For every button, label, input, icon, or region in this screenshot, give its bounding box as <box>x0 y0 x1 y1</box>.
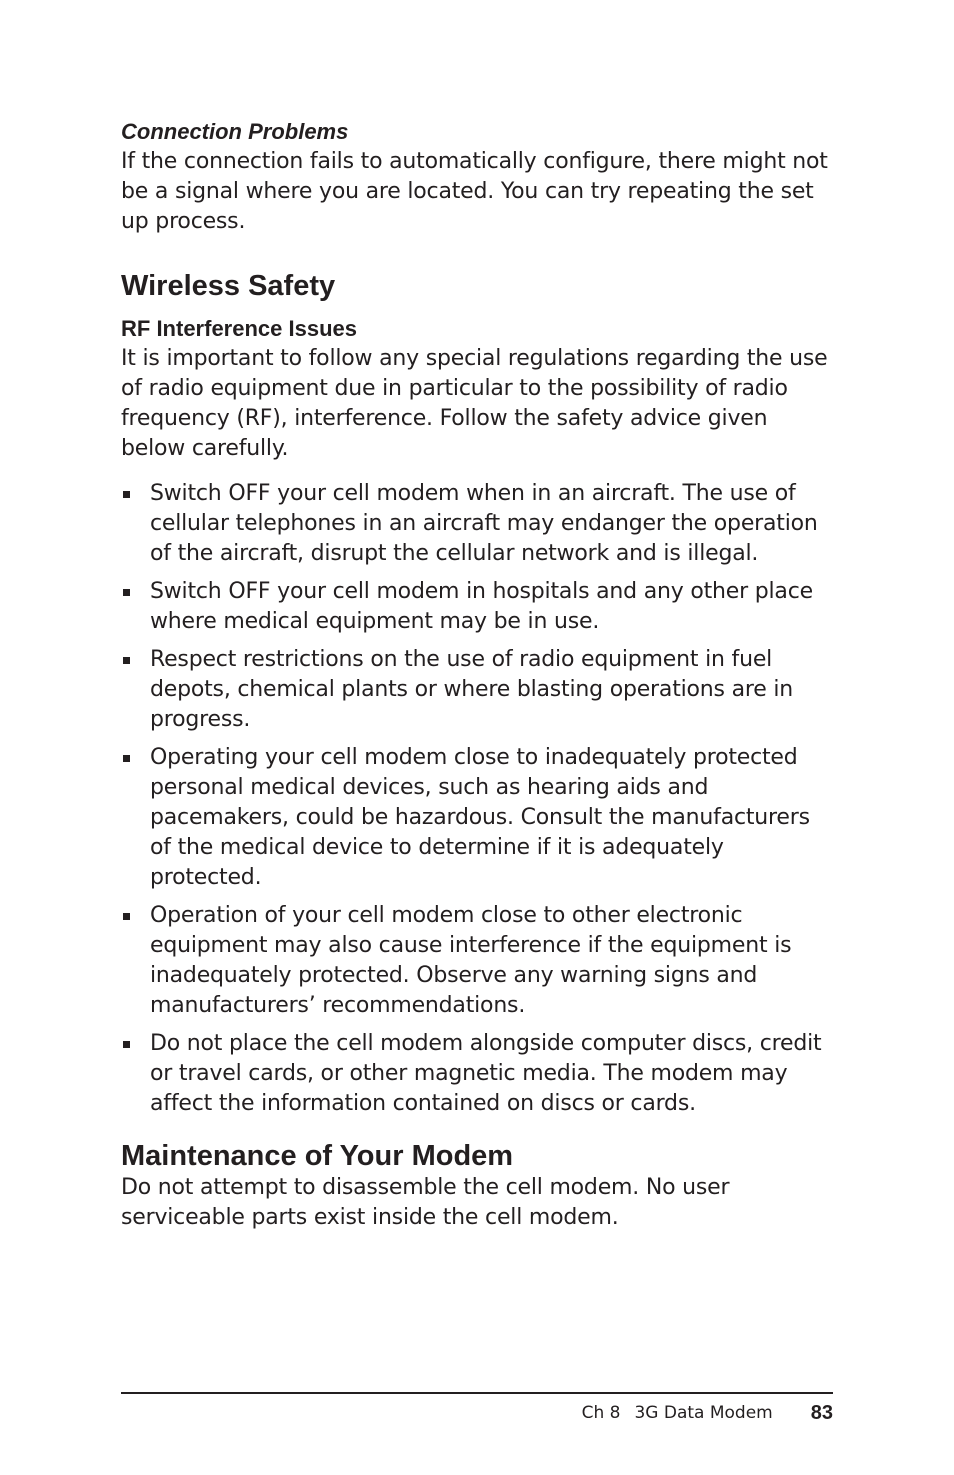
list-item <box>121 901 833 1021</box>
safety-bullet-list <box>121 479 833 1119</box>
square-bullet-icon <box>123 1041 130 1048</box>
connection-problems-text: If the connection fails to automatically configure, there might not be a signal where you are located. You can try repeating the set up process. <box>121 149 828 234</box>
list-item-text: Operating your cell modem close to inadequately protected personal medical devices, such as hearing aids and pacemakers, could be hazardous. Consult the manufacturers of the medical device to determine if it is adequately protected. <box>150 745 810 890</box>
page-footer <box>121 1400 833 1426</box>
list-item <box>121 645 833 735</box>
maintenance-title: Maintenance of Your Modem <box>121 1140 514 1172</box>
maintenance-text: Do not attempt to disassemble the cell modem. No user serviceable parts exist inside the cell modem. <box>121 1175 730 1230</box>
square-bullet-icon <box>123 657 130 664</box>
list-item <box>121 479 833 569</box>
square-bullet-icon <box>123 491 130 498</box>
footer-divider <box>121 1392 833 1394</box>
list-item-text: Do not place the cell modem alongside computer discs, credit or travel cards, or other magnetic media. The modem may affect the information contained on discs or cards. <box>150 1031 822 1116</box>
list-item-text: Respect restrictions on the use of radio equipment in fuel depots, chemical plants or where blasting operations are in progress. <box>150 647 794 732</box>
square-bullet-icon <box>123 913 130 920</box>
list-item <box>121 1029 833 1119</box>
square-bullet-icon <box>123 755 130 762</box>
rf-interference-heading: RF Interference Issues <box>121 316 357 341</box>
list-item <box>121 577 833 637</box>
page-content <box>121 117 833 1233</box>
list-item-text: Switch OFF your cell modem when in an aircraft. The use of cellular telephones in an aircraft may endanger the operation of the aircraft, disrupt the cellular network and is illegal. <box>150 481 818 566</box>
wireless-safety-title: Wireless Safety <box>121 270 336 302</box>
footer-chapter-title: 3G Data Modem <box>634 1403 773 1423</box>
list-item-text: Switch OFF your cell modem in hospitals and any other place where medical equipment may be in use. <box>150 579 813 634</box>
rf-interference-intro: It is important to follow any special regulations regarding the use of radio equipment due in particular to the possibility of radio frequency (RF), interference. Follow the safety advice given below carefully. <box>121 346 828 461</box>
connection-problems-heading: Connection Problems <box>121 119 349 144</box>
footer-chapter: Ch 8 <box>581 1403 621 1423</box>
list-item <box>121 743 833 893</box>
page-number: 83 <box>810 1401 833 1424</box>
square-bullet-icon <box>123 589 130 596</box>
list-item-text: Operation of your cell modem close to other electronic equipment may also cause interference if the equipment is inadequately protected. Observe any warning signs and manufacturers’ recommendations. <box>150 903 792 1018</box>
